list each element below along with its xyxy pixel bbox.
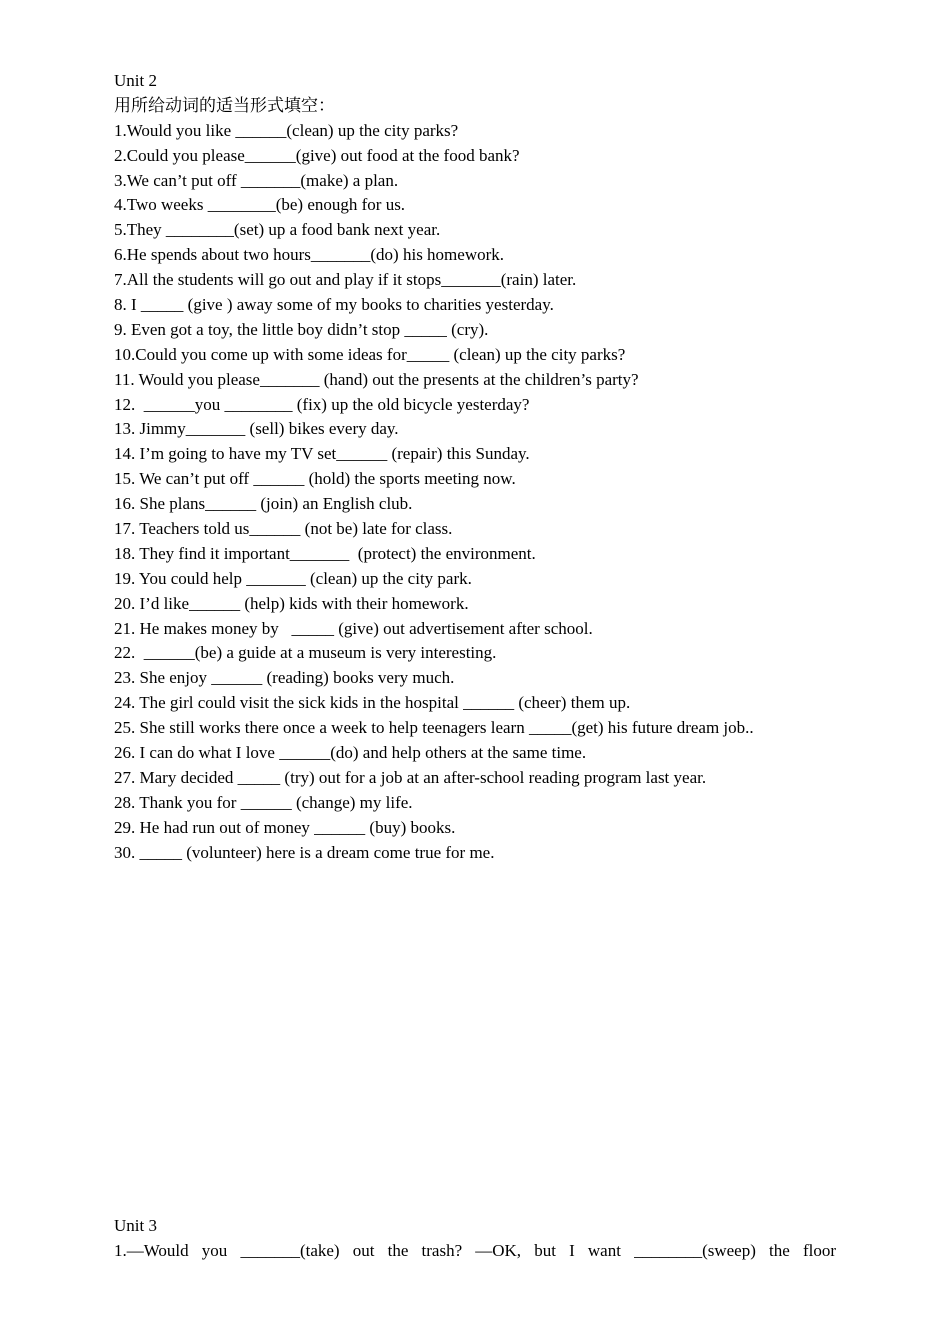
exercise-item-2: 2.Could you please______(give) out food at the food bank?	[114, 145, 520, 165]
exercise-item-3: 3.We can’t put off _______(make) a plan.	[114, 170, 399, 190]
exercise-item-21: 21. He makes money by _____ (give) out advertisement after school.	[114, 618, 593, 638]
exercise-item-18: 18. They find it important_______ (protect) the environment.	[114, 543, 536, 563]
exercise-item-4: 4.Two weeks ________(be) enough for us.	[114, 195, 406, 215]
exercise-item-5: 5.They ________(set) up a food bank next year.	[114, 220, 441, 240]
instruction-text: 用所给动词的适当形式填空：	[114, 95, 335, 115]
exercise-item-29: 29. He had run out of money ______ (buy) books.	[114, 817, 456, 837]
unit-2-section	[114, 69, 836, 866]
unit-heading: Unit 3	[114, 1216, 157, 1235]
exercise-item-28: 28. Thank you for ______ (change) my life.	[114, 792, 413, 812]
exercise-item-7: 7.All the students will go out and play if it stops_______(rain) later.	[114, 270, 577, 290]
unit-heading: Unit 2	[114, 71, 157, 90]
exercise-item-19: 19. You could help _______ (clean) up the city park.	[114, 568, 472, 588]
exercise-item-14: 14. I’m going to have my TV set______ (repair) this Sunday.	[114, 444, 530, 464]
exercise-item-15: 15. We can’t put off ______ (hold) the sports meeting now.	[114, 469, 516, 489]
exercise-item-1: 1.—Would you _______(take) out the trash? —OK, but I want ________(sweep) the floor	[114, 1240, 836, 1260]
exercise-item-17: 17. Teachers told us______ (not be) late for class.	[114, 519, 453, 539]
exercise-item-24: 24. The girl could visit the sick kids in the hospital ______ (cheer) them up.	[114, 693, 631, 713]
exercise-item-10: 10.Could you come up with some ideas for_____ (clean) up the city parks?	[114, 344, 626, 364]
exercise-item-20: 20. I’d like______ (help) kids with their homework.	[114, 593, 469, 613]
exercise-item-13: 13. Jimmy_______ (sell) bikes every day.	[114, 419, 399, 439]
exercise-item-8: 8. I _____ (give ) away some of my books to charities yesterday.	[114, 295, 554, 315]
exercise-item-9: 9. Even got a toy, the little boy didn’t stop _____ (cry).	[114, 319, 489, 339]
exercise-item-27: 27. Mary decided _____ (try) out for a job at an after-school reading program last year.	[114, 767, 707, 787]
exercise-item-30: 30. _____ (volunteer) here is a dream come true for me.	[114, 842, 495, 862]
exercise-item-12: 12. ______you ________ (fix) up the old bicycle yesterday?	[114, 394, 530, 414]
exercise-item-1: 1.Would you like ______(clean) up the city parks?	[114, 120, 459, 140]
exercise-item-11: 11. Would you please_______ (hand) out the presents at the children’s party?	[114, 369, 639, 389]
exercise-item-25: 25. She still works there once a week to help teenagers learn _____(get) his future dream job..	[114, 718, 754, 738]
exercise-item-26: 26. I can do what I love ______(do) and help others at the same time.	[114, 743, 587, 763]
exercise-item-23: 23. She enjoy ______ (reading) books very much.	[114, 668, 455, 688]
exercise-item-6: 6.He spends about two hours_______(do) his homework.	[114, 245, 505, 265]
unit-3-section	[114, 1214, 836, 1264]
exercise-item-16: 16. She plans______ (join) an English club.	[114, 494, 413, 514]
exercise-item-22: 22. ______(be) a guide at a museum is very interesting.	[114, 643, 497, 663]
